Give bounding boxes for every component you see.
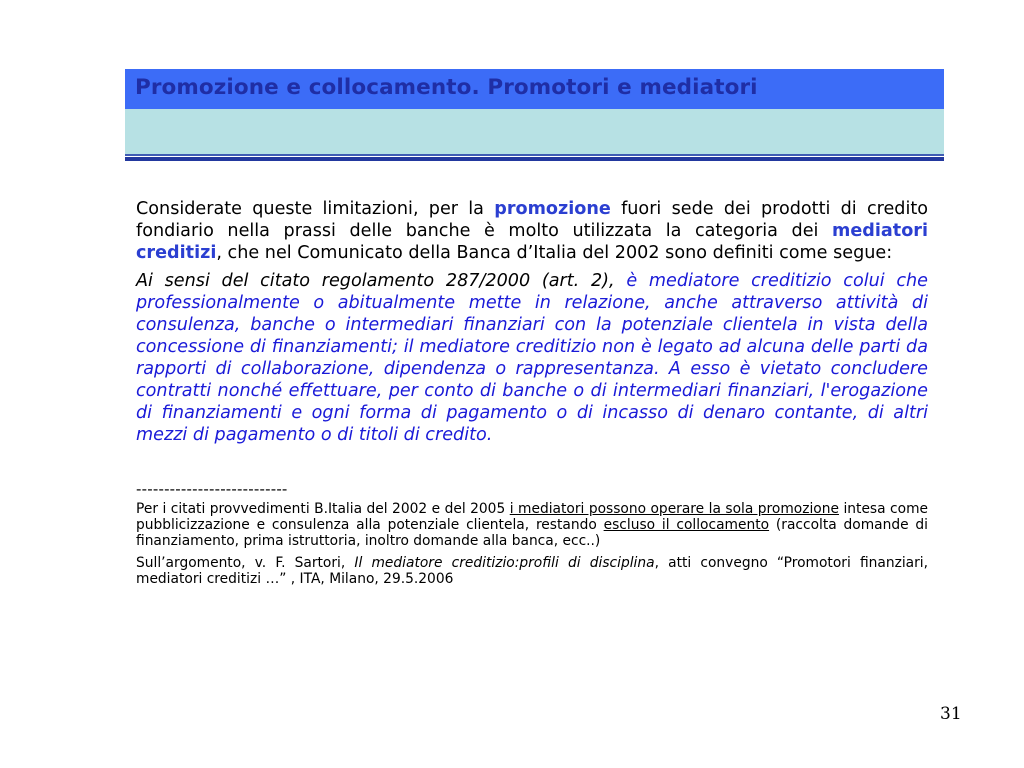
main-paragraph (136, 198, 928, 264)
main-text-3: , che nel Comunicato della Banca d’Italia del 2002 sono definiti come segue: (216, 243, 893, 263)
quote-body: è mediatore creditizio colui che professionalmente o abitualmente mette in relazione, anche attraverso attività di consulenza, banche o intermediari finanziari con la potenziale clientela in vista della concessione di finanziamenti; il mediatore creditizio non è legato ad alcuna delle parti da rapporti di collaborazione, dipendenza o rappresentanza. A esso è vietato concludere contratti nonché effettuare, per conto di banche o di intermediari finanziari, l'erogazione di finanziamenti e ogni forma di pagamento o di incasso di denaro contante, di altri mezzi di pagamento o di titoli di credito. (136, 271, 929, 445)
quote-intro: Ai sensi del citato regolamento 287/2000 (art. 2), (136, 271, 627, 291)
highlight-mediatori-creditizi: mediatori creditizi (136, 221, 928, 263)
main-text-2: fuori sede dei prodotti di credito fondiario nella prassi delle banche è molto utilizzata la categoria dei (136, 199, 929, 241)
note2-italic-title: Il mediatore creditizio:profili di disciplina (354, 555, 655, 571)
slide-title: Promozione e collocamento. Promotori e mediatori (135, 75, 758, 100)
note2-text-1: Sull’argomento, v. F. Sartori, (136, 555, 355, 571)
notes-separator: --------------------------- (136, 480, 288, 498)
title-rule-thin (125, 154, 944, 156)
note1-text-3: (raccolta domande di finanziamento, prima istruttoria, inoltro domande alla banca, ecc..) (136, 517, 929, 549)
title-rule-thick (125, 157, 944, 161)
note1-underline-1: i mediatori possono operare la sola promozione (509, 501, 839, 517)
note1-underline-2: escluso il collocamento (603, 517, 770, 533)
note1-text-1: Per i citati provvedimenti B.Italia del 2002 e del 2005 (136, 501, 510, 517)
highlight-promozione: promozione (494, 199, 611, 219)
definition-quote (136, 270, 928, 446)
slide-content (136, 198, 928, 587)
footnote-1 (136, 501, 928, 549)
title-subband (125, 109, 944, 154)
footnote-2 (136, 555, 928, 587)
main-text-1: Considerate queste limitazioni, per la (136, 199, 495, 219)
note1-text-2: intesa come pubblicizzazione e consulenza alla potenziale clientela, restando (136, 501, 928, 533)
note2-text-2: , atti convegno “Promotori finanziari, mediatori creditizi …” , ITA, Milano, 29.5.2006 (136, 555, 928, 587)
title-bar (125, 69, 944, 109)
page-number: 31 (940, 704, 962, 724)
